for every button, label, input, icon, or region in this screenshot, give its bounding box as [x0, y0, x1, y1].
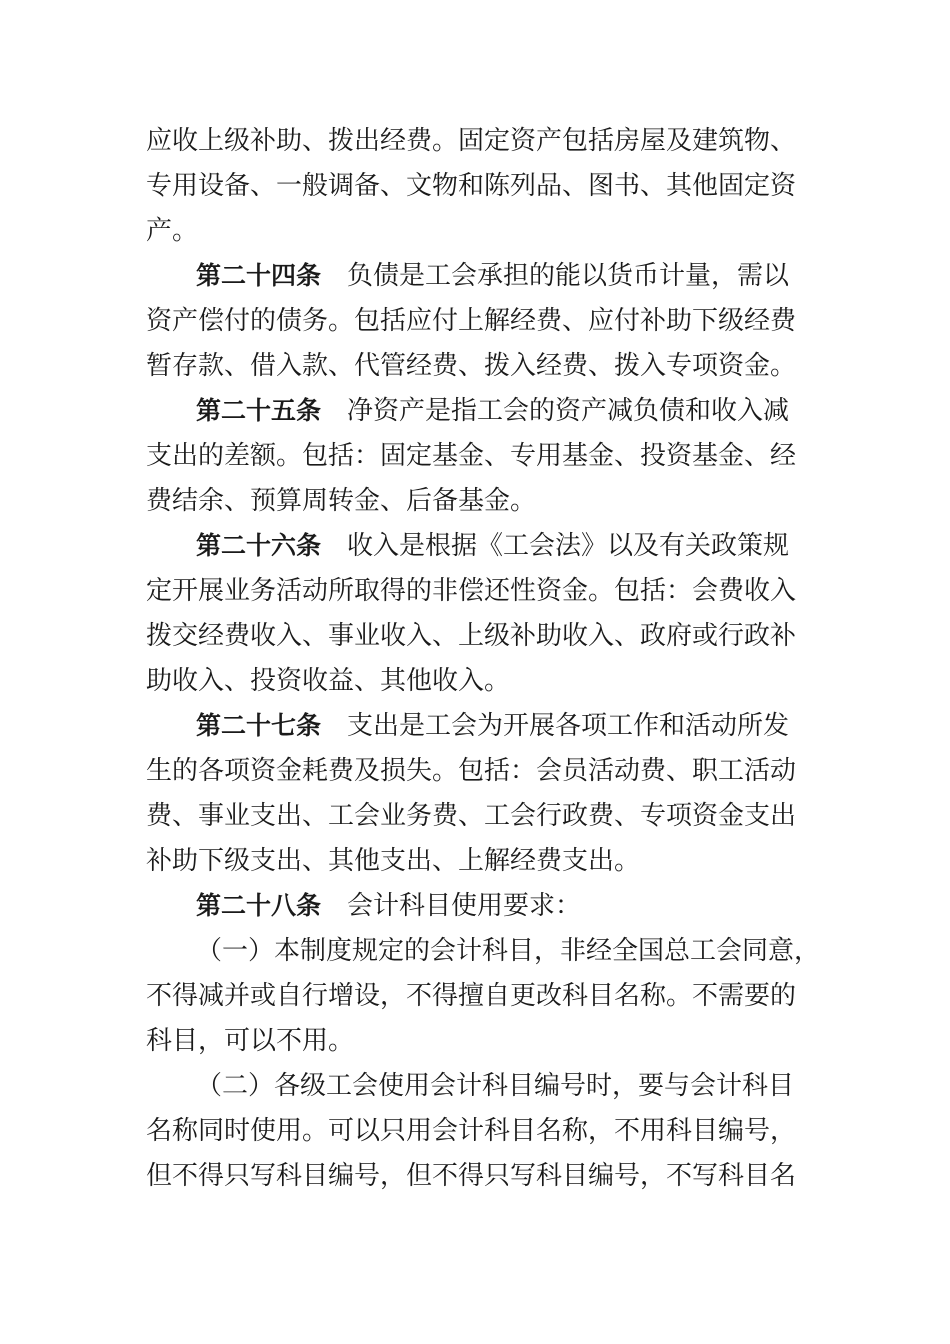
article-26-first-line	[196, 524, 789, 568]
article-25-first-line	[196, 389, 789, 433]
text-line: 费结余、预算周转金、后备基金。	[146, 486, 537, 516]
text-line: 暂存款、借入款、代管经费、拨入经费、拨入专项资金。	[146, 351, 797, 381]
text-line: 科目，可以不用。	[146, 1026, 355, 1056]
text-line: （一）本制度规定的会计科目，非经全国总工会同意，	[196, 936, 821, 966]
text-line: 应收上级补助、拨出经费。固定资产包括房屋及建筑物、	[146, 126, 797, 156]
text-line: 产。	[146, 216, 199, 246]
text-line: 支出的差额。包括：固定基金、专用基金、投资基金、经	[146, 441, 797, 471]
article-27-first-line	[196, 704, 789, 748]
text-line: 专用设备、一般调备、文物和陈列品、图书、其他固定资	[146, 171, 797, 201]
article-text: 支出是工会为开展各项工作和活动所发	[347, 711, 790, 741]
text-line: 拨交经费收入、事业收入、上级补助收入、政府或行政补	[146, 621, 797, 651]
article-28-first-line	[196, 884, 581, 928]
text-line: 生的各项资金耗费及损失。包括：会员活动费、职工活动	[146, 756, 797, 786]
article-24-first-line	[196, 254, 789, 298]
article-text: 净资产是指工会的资产减负债和收入减	[347, 396, 790, 426]
text-line: 不得减并或自行增设，不得擅自更改科目名称。不需要的	[146, 981, 797, 1011]
text-line: 补助下级支出、其他支出、上解经费支出。	[146, 846, 641, 876]
text-line: 费、事业支出、工会业务费、工会行政费、专项资金支出	[146, 801, 797, 831]
text-line: 定开展业务活动所取得的非偿还性资金。包括：会费收入	[146, 576, 797, 606]
text-line: （二）各级工会使用会计科目编号时，要与会计科目	[196, 1071, 795, 1101]
text-line: 助收入、投资收益、其他收入。	[146, 666, 511, 696]
article-heading: 第二十五条	[196, 396, 322, 425]
article-heading: 第二十四条	[196, 261, 322, 290]
text-line: 名称同时使用。可以只用会计科目名称，不用科目编号，	[146, 1116, 797, 1146]
article-text: 会计科目使用要求：	[347, 891, 582, 921]
article-heading: 第二十六条	[196, 531, 322, 560]
article-heading: 第二十七条	[196, 711, 322, 740]
article-text: 收入是根据《工会法》以及有关政策规	[347, 531, 790, 561]
article-heading: 第二十八条	[196, 891, 322, 920]
text-line: 资产偿付的债务。包括应付上解经费、应付补助下级经费	[146, 306, 797, 336]
article-text: 负债是工会承担的能以货币计量，需以	[347, 261, 790, 291]
text-line: 但不得只写科目编号，但不得只写科目编号，不写科目名	[146, 1161, 797, 1191]
